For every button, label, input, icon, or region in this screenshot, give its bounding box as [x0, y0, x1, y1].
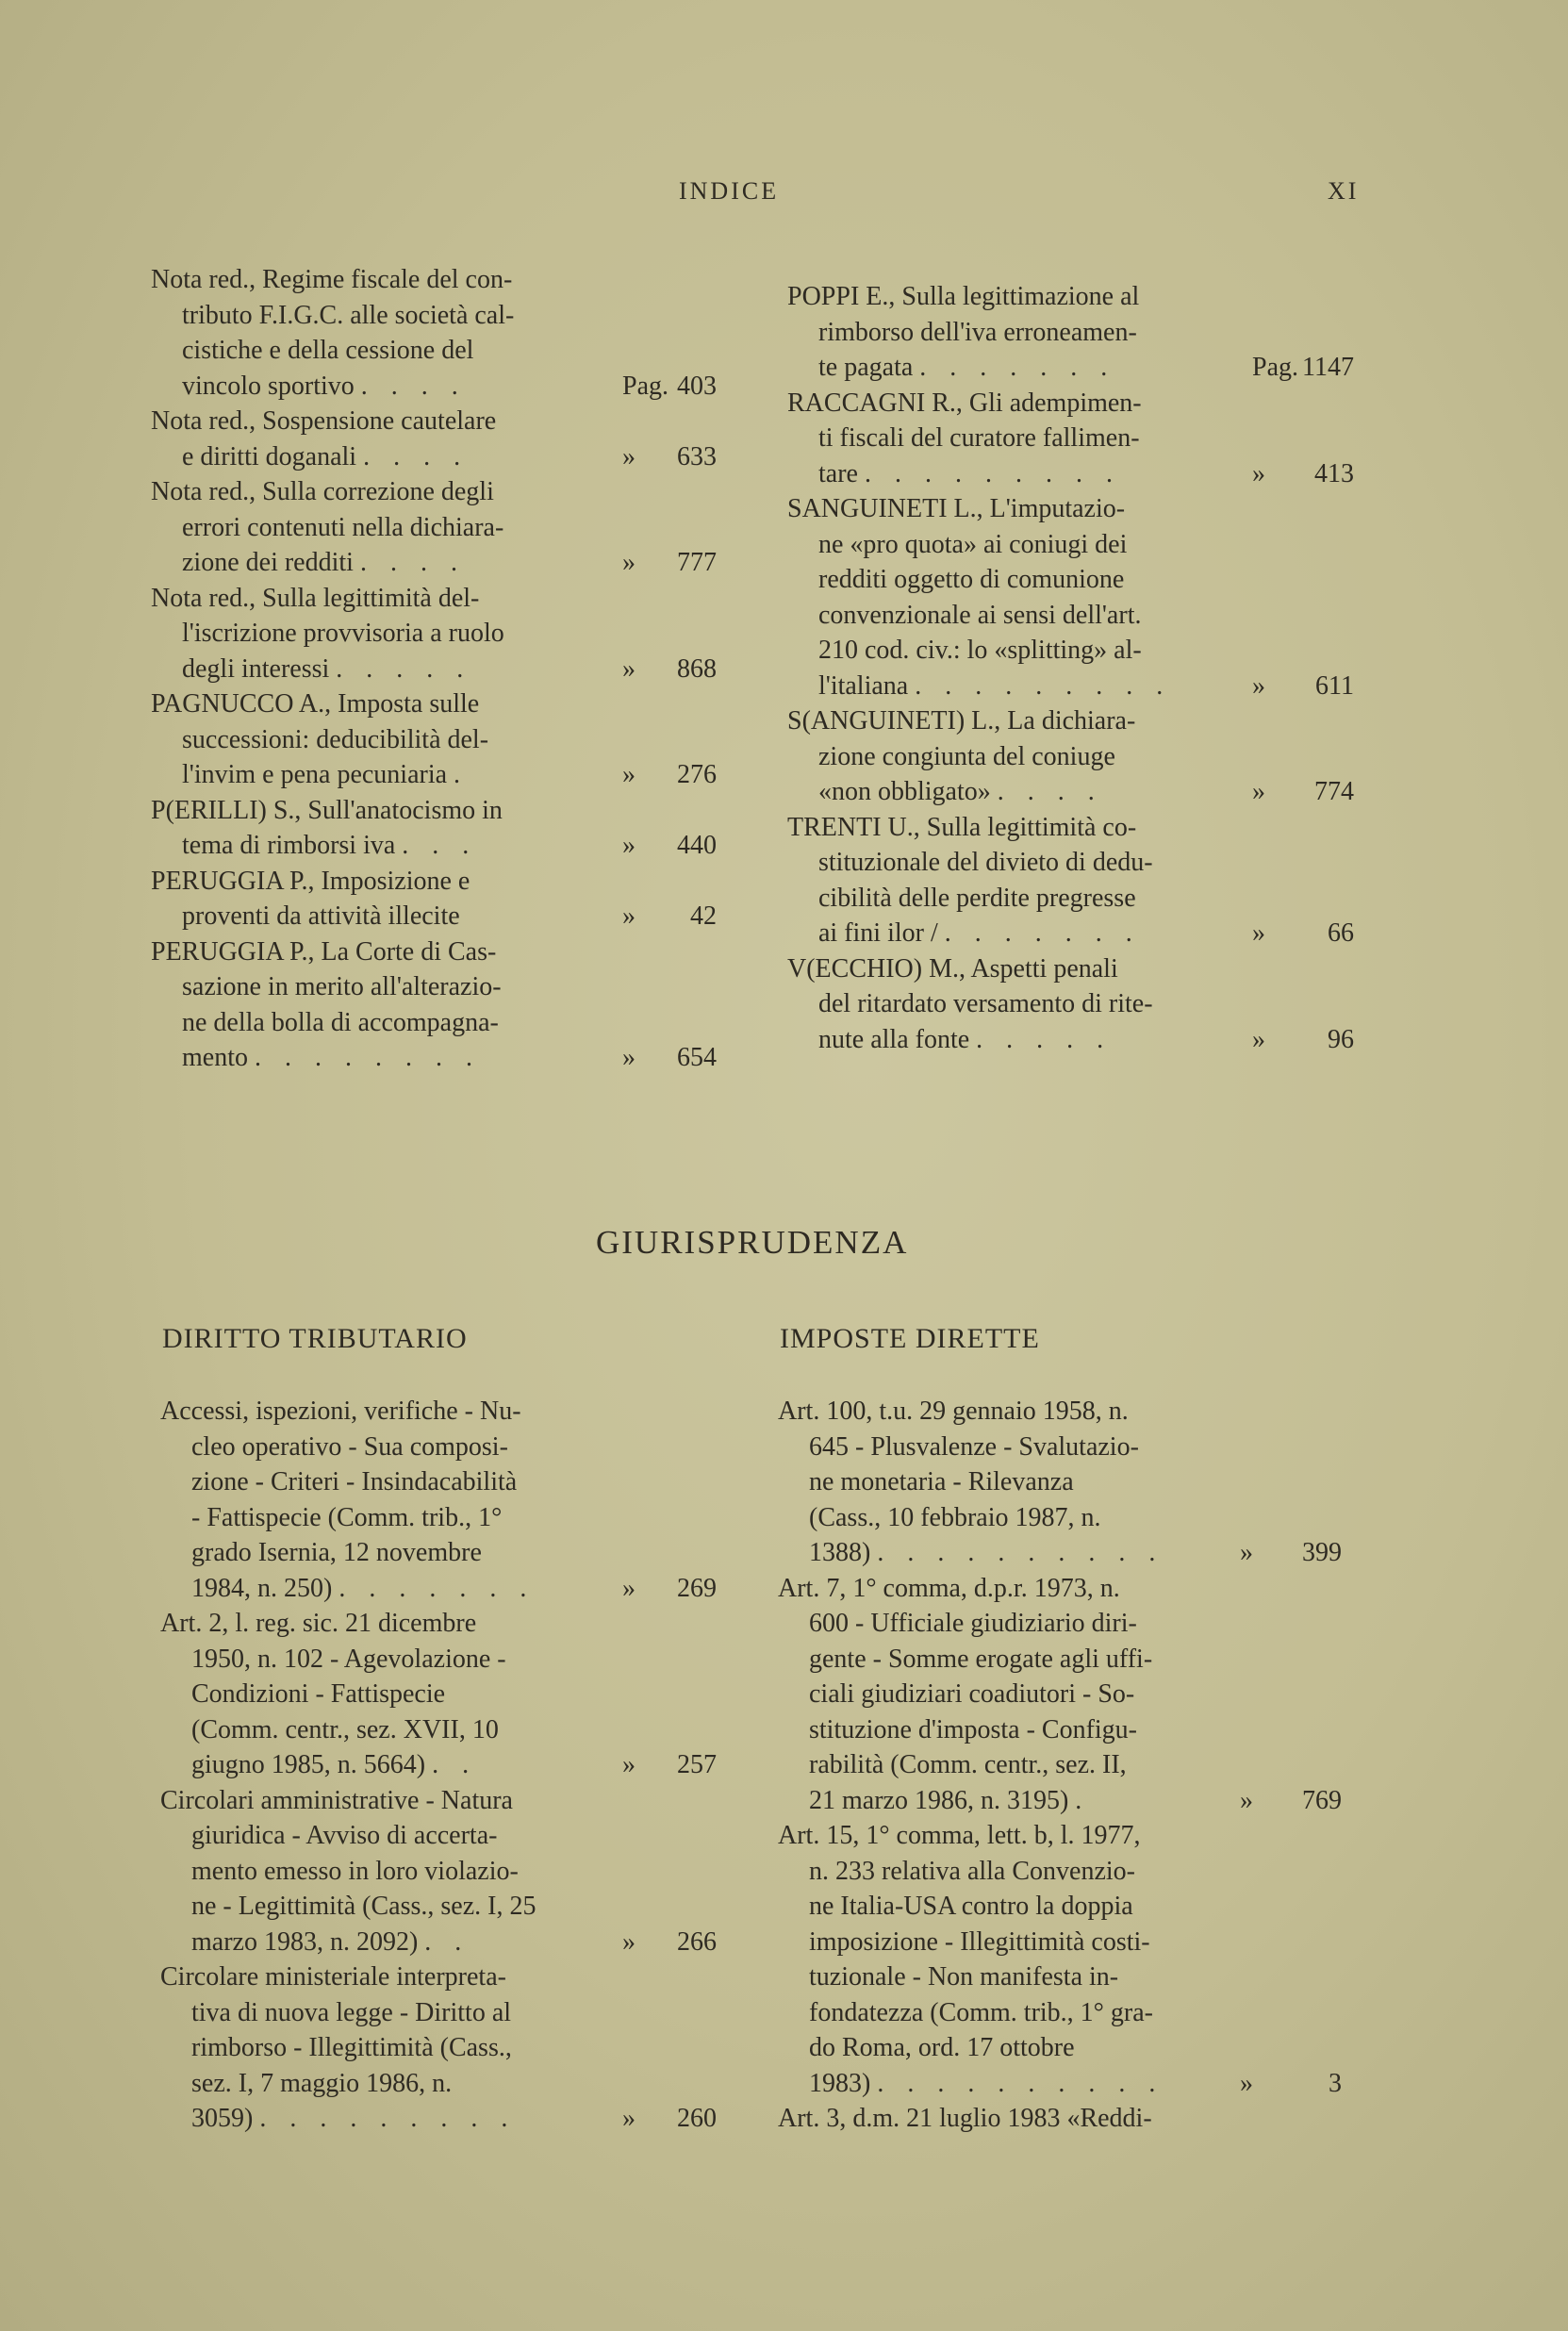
- index-entry: [787, 703, 1354, 810]
- dot-leader: . . . .: [360, 371, 467, 401]
- page-reference: [622, 545, 717, 581]
- page-number-ref: 774: [1314, 777, 1354, 806]
- entry-text-line: tare . . . . . . . . .: [818, 458, 1121, 488]
- entry-text-line: Circolare ministeriale interpreta-: [160, 1962, 506, 1992]
- entry-text-line: rimborso dell'iva erroneamen-: [818, 317, 1137, 347]
- index-entry: [787, 279, 1354, 386]
- entry-text-line: 1950, n. 102 - Agevolazione -: [191, 1644, 506, 1674]
- index-entry: [151, 934, 717, 1076]
- entry-text-line: ti fiscali del curatore fallimen-: [818, 423, 1140, 453]
- entry-text-line: vincolo sportivo . . . .: [182, 371, 467, 401]
- entry-text-line: do Roma, ord. 17 ottobre: [809, 2033, 1075, 2062]
- section-title: GIURISPRUDENZA: [596, 1224, 909, 1261]
- entry-text-line: Accessi, ispezioni, verifiche - Nu-: [160, 1397, 521, 1426]
- page-number-ref: 403: [677, 371, 717, 401]
- page-reference: [1252, 669, 1354, 704]
- entry-text-line: SANGUINETI L., L'imputazio-: [787, 494, 1126, 523]
- entry-text-line: S(ANGUINETI) L., La dichiara-: [787, 706, 1136, 736]
- dot-leader: . . . .: [359, 548, 466, 577]
- page-reference: [622, 652, 717, 687]
- page-number-ref: 276: [677, 760, 717, 789]
- entry-text-line: cibilità delle perdite pregresse: [818, 883, 1136, 913]
- index-entry: [787, 491, 1354, 703]
- entry-text-line: (Comm. centr., sez. XVII, 10: [191, 1714, 499, 1744]
- page-marker: Pag.: [1252, 353, 1298, 382]
- page-reference: [1240, 1783, 1342, 1819]
- entry-text-line: errori contenuti nella dichiara-: [182, 512, 504, 542]
- dot-leader: .: [454, 760, 470, 789]
- entry-text-line: tributo F.I.G.C. alle società cal-: [182, 300, 515, 330]
- page-marker: »: [1240, 2068, 1253, 2098]
- entry-text-line: PERUGGIA P., La Corte di Cas-: [151, 936, 497, 967]
- entry-text-line: ne monetaria - Rilevanza: [809, 1467, 1074, 1496]
- page-marker: »: [622, 441, 635, 471]
- entry-text-line: n. 233 relativa alla Convenzio-: [809, 1856, 1135, 1886]
- right-heading: IMPOSTE DIRETTE: [780, 1323, 1040, 1354]
- index-column-bottom-right: [778, 1394, 1342, 2137]
- dot-leader: . . . . . . .: [338, 1573, 536, 1603]
- page-reference: [1240, 2066, 1342, 2102]
- entry-text-line: PAGNUCCO A., Imposta sulle: [151, 689, 480, 719]
- page-reference: [1252, 456, 1354, 492]
- dot-leader: . . . . . . . . . .: [877, 2068, 1164, 2098]
- entry-text-line: POPPI E., Sulla legittimazione al: [787, 282, 1140, 311]
- page-number-ref: 633: [677, 441, 717, 471]
- entry-text-line: tema di rimborsi iva . . .: [182, 831, 478, 860]
- left-heading: DIRITTO TRIBUTARIO: [162, 1323, 468, 1354]
- page-marker: »: [1240, 1785, 1253, 1815]
- entry-text-line: ai fini ilor / . . . . . . .: [818, 918, 1141, 948]
- page-number-ref: 777: [677, 548, 717, 577]
- page-reference: [1252, 774, 1354, 810]
- entry-text-line: Art. 15, 1° comma, lett. b, l. 1977,: [778, 1821, 1141, 1850]
- entry-text-line: mento emesso in loro violazio-: [191, 1856, 519, 1886]
- dot-leader: . . . .: [363, 441, 470, 471]
- page-marker: »: [622, 760, 635, 789]
- entry-text-line: zione - Criteri - Insindacabilità: [191, 1467, 518, 1496]
- page-number-ref: 1147: [1302, 353, 1354, 382]
- entry-text-line: imposizione - Illegittimità costi-: [809, 1926, 1150, 1957]
- dot-leader: . . . . . . .: [944, 918, 1141, 948]
- entry-text-line: Art. 2, l. reg. sic. 21 dicembre: [160, 1609, 477, 1638]
- entry-text-line: Circolari amministrative - Natura: [160, 1785, 513, 1815]
- entry-text-line: 1983) . . . . . . . . . .: [809, 2068, 1164, 2098]
- index-entry: [160, 1783, 717, 1960]
- entry-text-line: Nota red., Regime fiscale del con-: [151, 265, 513, 294]
- entry-text-line: 1984, n. 250) . . . . . . .: [191, 1573, 536, 1603]
- dot-leader: . .: [432, 1750, 478, 1779]
- page-marker: »: [622, 2104, 635, 2133]
- index-entry: [151, 474, 717, 581]
- entry-text-line: giuridica - Avviso di accerta-: [191, 1821, 498, 1850]
- page-reference: [622, 828, 717, 864]
- entry-text-line: 21 marzo 1986, n. 3195) .: [809, 1785, 1091, 1815]
- entry-text-line: sazione in merito all'alterazio-: [182, 972, 502, 1001]
- index-entry: [778, 1394, 1342, 1571]
- page-reference: [1240, 1535, 1342, 1571]
- dot-leader: . . .: [402, 831, 478, 860]
- dot-leader: . . . . .: [976, 1024, 1113, 1054]
- page-number-ref: 260: [677, 2104, 717, 2133]
- entry-text-line: ne - Legittimità (Cass., sez. I, 25: [191, 1892, 536, 1921]
- index-entry: [787, 951, 1354, 1058]
- entry-text-line: mento . . . . . . . .: [182, 1043, 481, 1072]
- entry-text-line: proventi da attività illecite: [182, 901, 460, 931]
- entry-text-line: 1388) . . . . . . . . . .: [809, 1538, 1164, 1567]
- dot-leader: . . . . . . . . .: [864, 458, 1121, 488]
- index-column-top-left: [151, 262, 717, 1076]
- entry-text-line: stituzionale del divieto di dedu-: [818, 848, 1153, 877]
- index-entry: [778, 2101, 1207, 2137]
- entry-text-line: successioni: deducibilità del-: [182, 724, 489, 754]
- entry-text-line: giugno 1985, n. 5664) . .: [191, 1750, 478, 1779]
- entry-text-line: 210 cod. civ.: lo «splitting» al-: [818, 636, 1142, 665]
- dot-leader: . . . . .: [336, 653, 472, 684]
- index-entry: [151, 793, 717, 864]
- entry-text-line: l'iscrizione provvisoria a ruolo: [182, 619, 504, 648]
- dot-leader: . .: [424, 1926, 470, 1957]
- page-number-ref: 868: [677, 653, 717, 684]
- entry-text-line: ne «pro quota» ai coniugi dei: [818, 529, 1128, 559]
- page-number-ref: 266: [677, 1926, 717, 1957]
- entry-text-line: - Fattispecie (Comm. trib., 1°: [191, 1502, 503, 1532]
- page-marker: »: [1252, 1024, 1265, 1054]
- index-column-top-right: [787, 279, 1354, 1057]
- entry-text-line: sez. I, 7 maggio 1986, n.: [191, 2068, 453, 2098]
- index-entry: [778, 1818, 1342, 2101]
- page-marker: »: [1252, 458, 1265, 488]
- entry-text-line: Nota red., Sospensione cautelare: [151, 406, 497, 436]
- page-reference: [1252, 350, 1354, 386]
- index-entry: [160, 1394, 717, 1606]
- entry-text-line: P(ERILLI) S., Sull'anatocismo in: [151, 795, 503, 825]
- dot-leader: . . . .: [997, 777, 1103, 806]
- entry-text-line: stituzione d'imposta - Configu-: [809, 1714, 1138, 1744]
- page-marker: »: [1252, 777, 1265, 806]
- entry-text-line: PERUGGIA P., Imposizione e: [151, 866, 470, 896]
- entry-text-line: e diritti doganali . . . .: [182, 441, 470, 471]
- dot-leader: . . . . . . .: [919, 353, 1116, 382]
- entry-text-line: redditi oggetto di comunione: [818, 565, 1125, 594]
- index-entry: [151, 404, 717, 474]
- page-header: [0, 177, 1568, 211]
- entry-text-line: ne Italia-USA contro la doppia: [809, 1892, 1133, 1921]
- entry-text-line: Art. 7, 1° comma, d.p.r. 1973, n.: [778, 1573, 1120, 1603]
- page-reference: [622, 1040, 717, 1076]
- page-reference: [622, 1925, 717, 1960]
- entry-text-line: ciali giudiziari coadiutori - So-: [809, 1679, 1135, 1709]
- entry-text-line: «non obbligato» . . . .: [818, 777, 1103, 806]
- page-marker: »: [622, 1750, 635, 1779]
- entry-text-line: marzo 1983, n. 2092) . .: [191, 1926, 470, 1957]
- page-reference: [622, 899, 717, 934]
- index-entry: [160, 1606, 717, 1783]
- entry-text-line: l'italiana . . . . . . . . .: [818, 670, 1172, 701]
- page-number-ref: 66: [1328, 918, 1354, 948]
- entry-text-line: cistiche e della cessione del: [182, 336, 474, 365]
- page-number-ref: 413: [1314, 458, 1354, 488]
- page-reference: [622, 439, 717, 475]
- entry-text-line: ne della bolla di accompagna-: [182, 1007, 499, 1037]
- header-title: INDICE: [679, 177, 780, 205]
- entry-text-line: Art. 100, t.u. 29 gennaio 1958, n.: [778, 1397, 1129, 1426]
- dot-leader: . . . . . . . . . .: [877, 1538, 1164, 1567]
- entry-text-line: fondatezza (Comm. trib., 1° gra-: [809, 1997, 1153, 2027]
- page-marker: »: [1252, 918, 1265, 948]
- page-marker: »: [1252, 670, 1265, 701]
- page-number-ref: 611: [1315, 670, 1354, 701]
- page-marker: »: [622, 1926, 635, 1957]
- page-number-ref: 654: [677, 1043, 717, 1072]
- entry-text-line: cleo operativo - Sua composi-: [191, 1431, 508, 1462]
- page-number-ref: 399: [1302, 1538, 1342, 1567]
- page-marker: »: [622, 901, 635, 931]
- page-reference: [622, 1571, 717, 1607]
- entry-text-line: (Cass., 10 febbraio 1987, n.: [809, 1502, 1101, 1532]
- entry-text-line: gente - Somme erogate agli uffi-: [809, 1644, 1153, 1674]
- page-number: XI: [1328, 177, 1360, 205]
- index-entry: [778, 1571, 1342, 1819]
- index-entry: [787, 810, 1354, 951]
- page-marker: »: [1240, 1538, 1253, 1567]
- page-marker: »: [622, 548, 635, 577]
- index-entry: [787, 386, 1354, 492]
- dot-leader: . . . . . . . . .: [259, 2104, 517, 2133]
- index-entry: [151, 864, 717, 934]
- entry-text-line: 600 - Ufficiale giudiziario diri-: [809, 1609, 1137, 1638]
- entry-text-line: 3059) . . . . . . . . .: [191, 2104, 517, 2133]
- entry-text-line: zione dei redditi . . . .: [182, 548, 466, 577]
- page-reference: [622, 757, 717, 793]
- page-marker: »: [622, 831, 635, 860]
- page-reference: [622, 369, 717, 405]
- entry-text-line: tuzionale - Non manifesta in-: [809, 1962, 1119, 1992]
- entry-text-line: degli interessi . . . . .: [182, 653, 472, 684]
- entry-text-line: tiva di nuova legge - Diritto al: [191, 1997, 512, 2027]
- entry-text-line: l'invim e pena pecuniaria .: [182, 760, 470, 789]
- entry-text-line: RACCAGNI R., Gli adempimen-: [787, 388, 1142, 418]
- page-number-ref: 96: [1328, 1024, 1354, 1054]
- entry-text-line: 645 - Plusvalenze - Svalutazio-: [809, 1431, 1139, 1462]
- index-entry: [160, 1959, 717, 2137]
- dot-leader: . . . . . . . .: [255, 1043, 481, 1072]
- page-marker: »: [622, 1573, 635, 1603]
- entry-text-line: convenzionale ai sensi dell'art.: [818, 600, 1142, 630]
- entry-text-line: del ritardato versamento di rite-: [818, 989, 1153, 1018]
- page-marker: Pag.: [622, 371, 668, 401]
- entry-text-line: V(ECCHIO) M., Aspetti penali: [787, 953, 1118, 984]
- dot-leader: .: [1075, 1785, 1091, 1815]
- page-number-ref: 440: [677, 831, 717, 860]
- page-number-ref: 3: [1329, 2068, 1342, 2098]
- entry-text-line: Art. 3, d.m. 21 luglio 1983 «Reddi-: [778, 2104, 1152, 2133]
- entry-text-line: Condizioni - Fattispecie: [191, 1679, 446, 1709]
- page-reference: [1252, 916, 1354, 951]
- entry-text-line: te pagata . . . . . . .: [818, 353, 1116, 382]
- entry-text-line: Nota red., Sulla correzione degli: [151, 477, 494, 506]
- page-marker: »: [622, 653, 635, 684]
- page-number-ref: 269: [677, 1573, 717, 1603]
- index-column-bottom-left: [160, 1394, 717, 2137]
- index-entry: [151, 262, 717, 404]
- entry-text-line: rimborso - Illegittimità (Cass.,: [191, 2033, 512, 2062]
- page-number-ref: 257: [677, 1750, 717, 1779]
- page-reference: [622, 2101, 717, 2137]
- entry-text-line: zione congiunta del coniuge: [818, 741, 1115, 771]
- index-entry: [151, 686, 717, 793]
- index-entry: [151, 581, 717, 687]
- entry-text-line: rabilità (Comm. centr., sez. II,: [809, 1750, 1127, 1779]
- page-reference: [622, 1747, 717, 1783]
- dot-leader: . . . . . . . . .: [915, 670, 1172, 701]
- entry-text-line: nute alla fonte . . . . .: [818, 1024, 1113, 1054]
- page-reference: [1252, 1022, 1354, 1058]
- entry-text-line: TRENTI U., Sulla legittimità co-: [787, 812, 1137, 842]
- entry-text-line: grado Isernia, 12 novembre: [191, 1538, 482, 1567]
- page-marker: »: [622, 1043, 635, 1072]
- page-number-ref: 769: [1302, 1785, 1342, 1815]
- page-number-ref: 42: [690, 901, 717, 931]
- entry-text-line: Nota red., Sulla legittimità del-: [151, 583, 480, 613]
